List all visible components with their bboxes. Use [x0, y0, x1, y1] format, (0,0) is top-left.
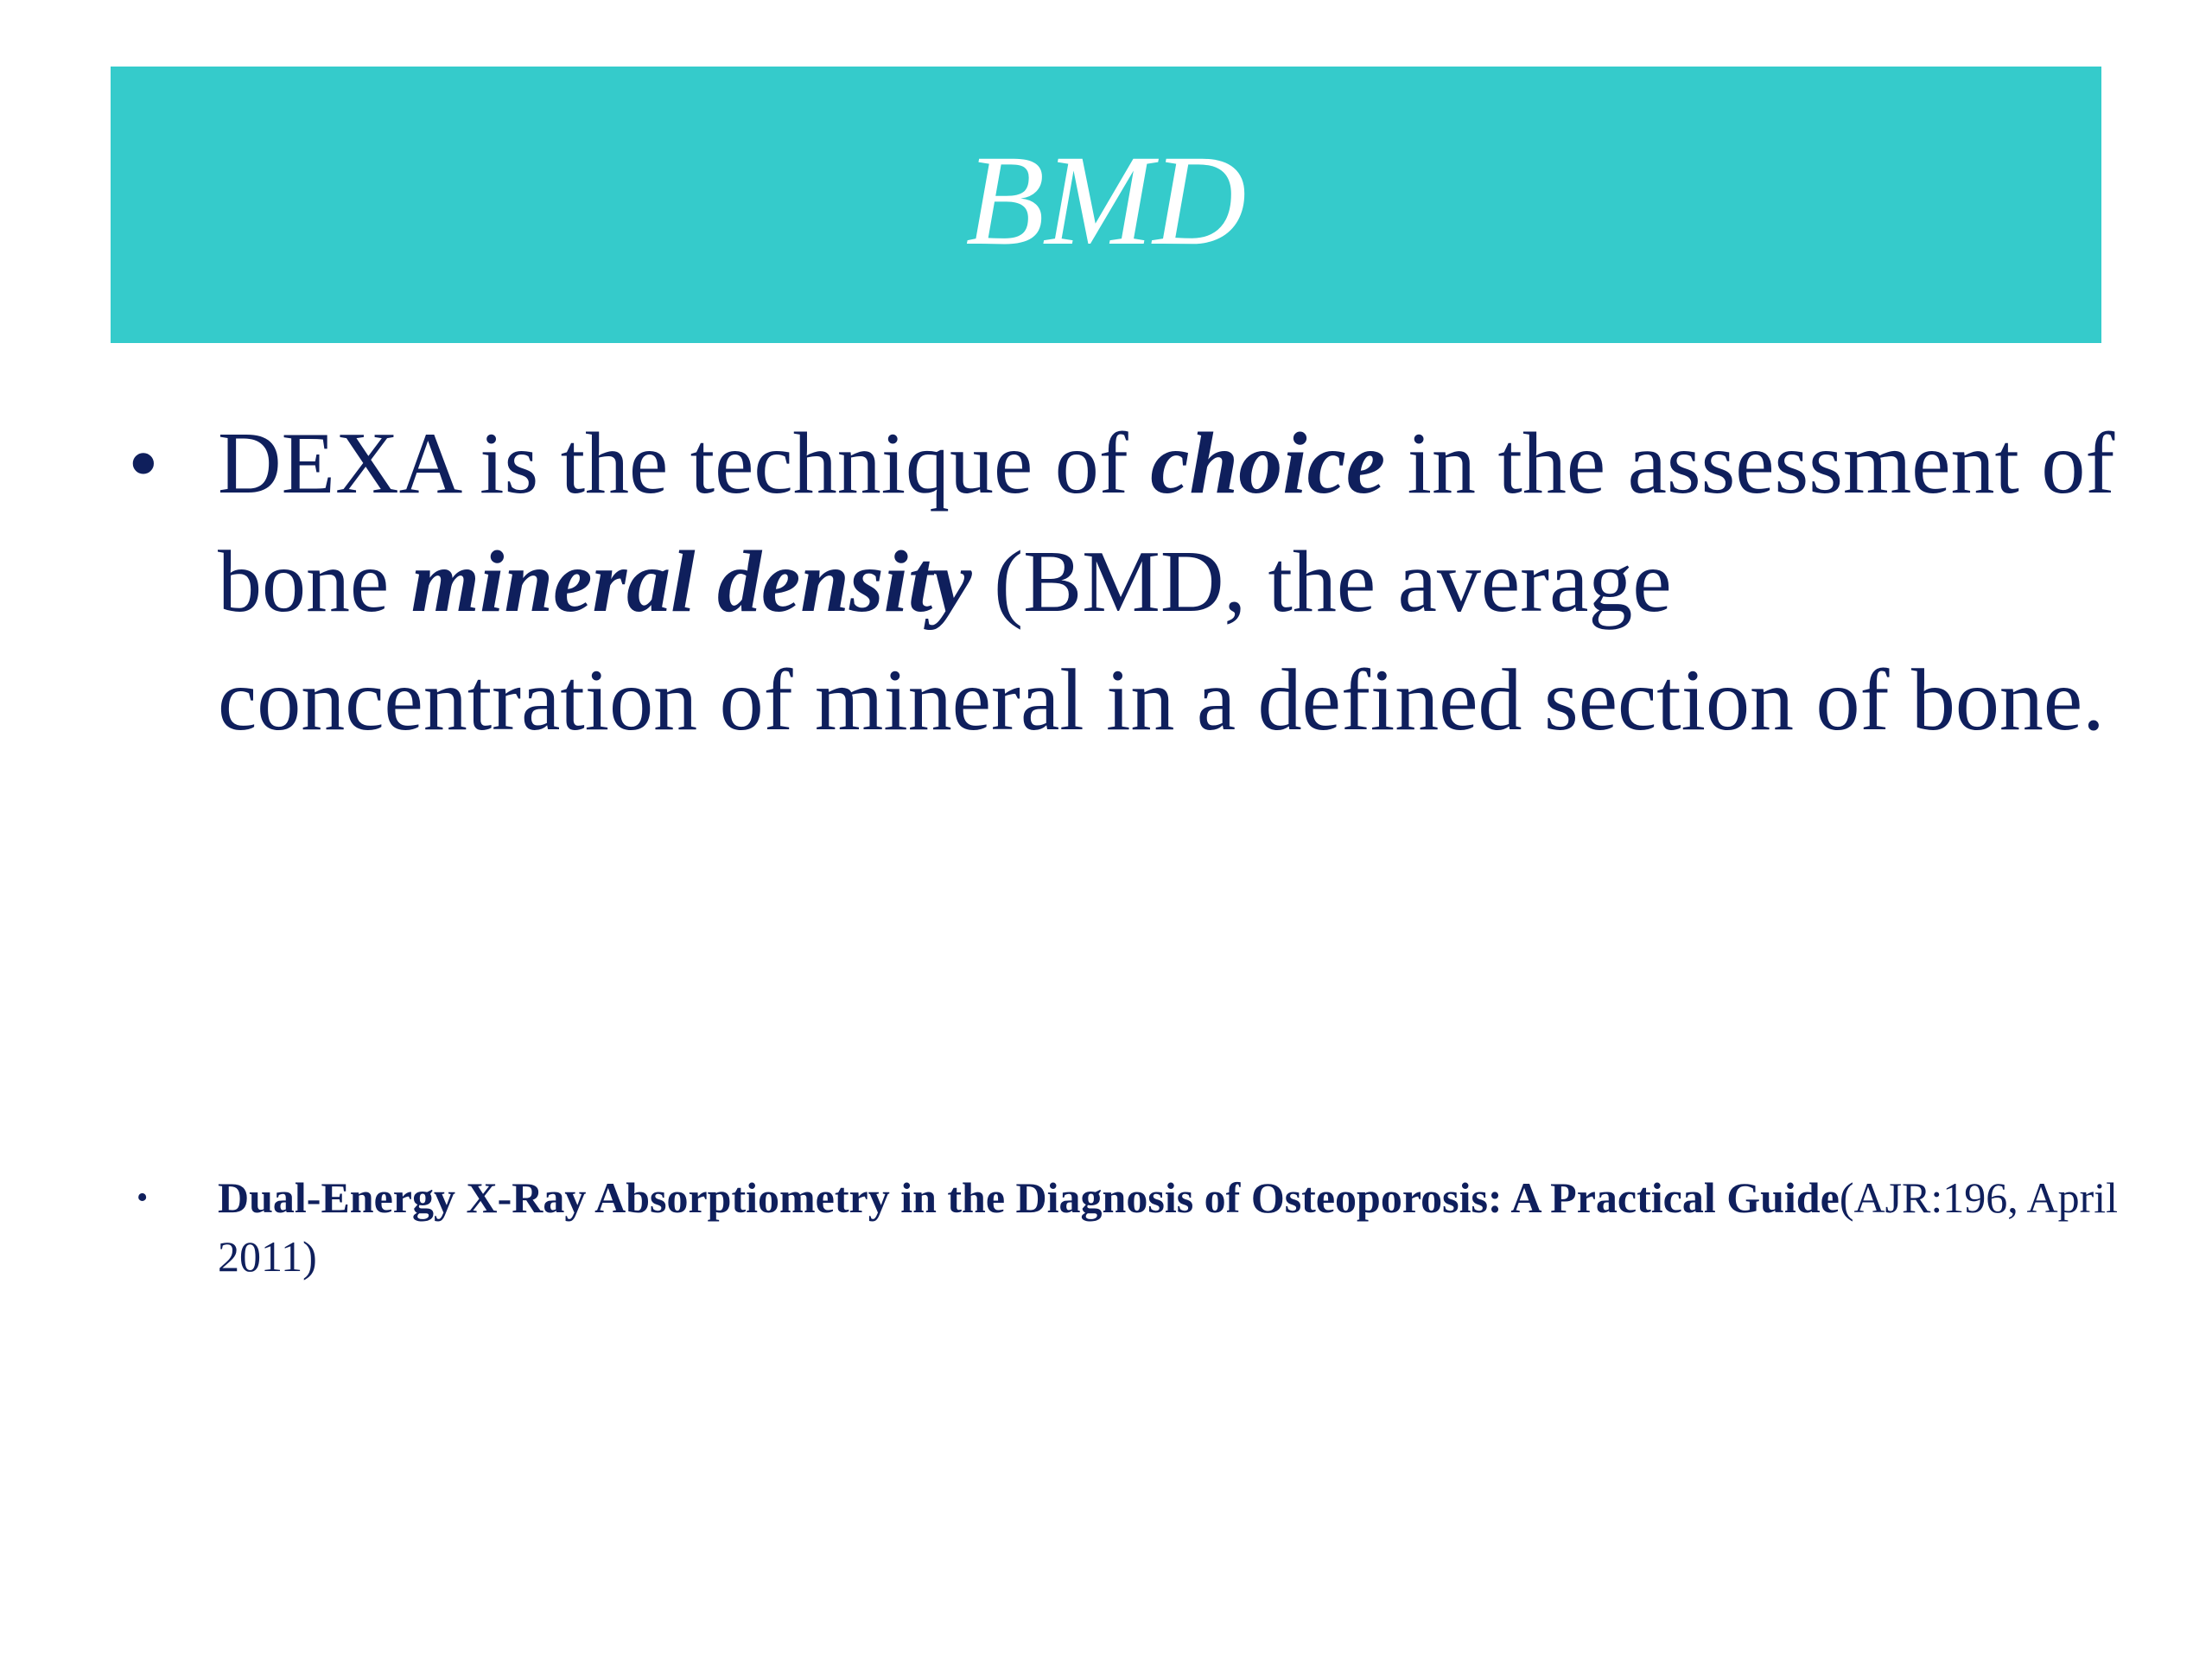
bullet-list: [128, 404, 2115, 760]
main-bullet-text-2: in the assessment of bone: [218, 415, 2115, 631]
main-bullet-emphasis-choice: choice: [1150, 415, 1386, 512]
reference-bullet: [128, 1168, 2119, 1286]
slide-title: BMD: [965, 129, 1247, 272]
main-bullet: [128, 404, 2115, 760]
main-bullet-text-1: DEXA is the technique of: [218, 415, 1151, 512]
main-bullet-text-3: (BMD, the average concentration of mineral in a defined section of bone.: [218, 533, 2105, 749]
reference-title: Dual-Energy X-Ray Absorptiometry in the Diagnosis of Osteoporosis: A Practical Guide: [218, 1173, 1840, 1222]
title-bar: [111, 67, 2101, 343]
reference-bullet-marker: •: [137, 1179, 149, 1216]
bullet-marker: •: [128, 415, 159, 512]
reference-citation: (AJR:196, April 2011): [218, 1173, 2119, 1281]
main-bullet-emphasis-mineral-density: mineral density: [410, 533, 972, 631]
